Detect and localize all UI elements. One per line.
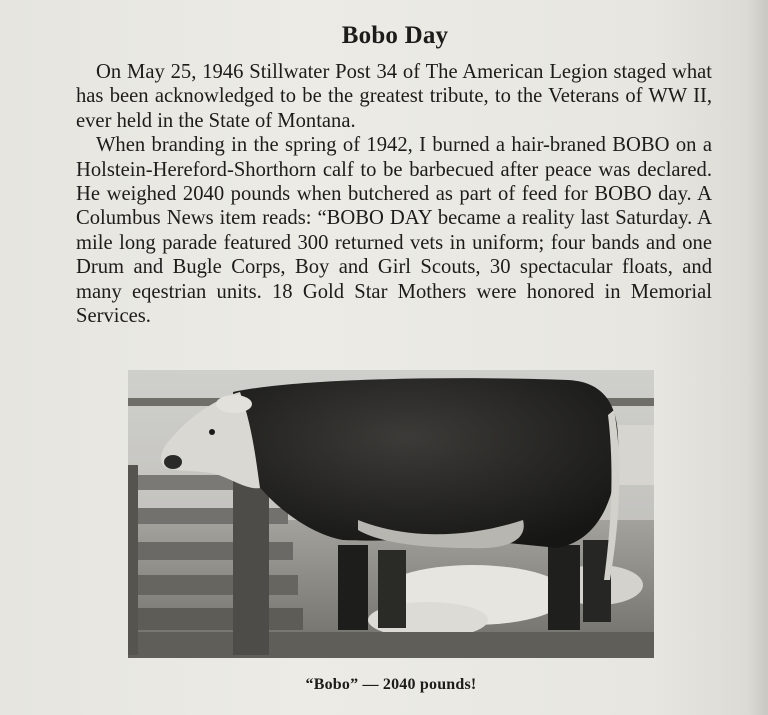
photo-caption: “Bobo” — 2040 pounds! [305, 676, 477, 693]
article-body [76, 60, 712, 328]
page-edge-shadow [748, 0, 768, 715]
article-title: Bobo Day [341, 22, 449, 49]
paragraph-2: When branding in the spring of 1942, I burned a hair-braned BOBO on a Holstein-Hereford-Shorthorn calf to be barbecued after peace was declared. He weighed 2040 pounds when butchered as part of feed for BOBO day. A Columbus News item reads: “BOBO DAY became a reality last Saturday. A mile long parade featured 300 returned vets in uniform; four bands and one Drum and Bugle Corps, Boy and Girl Scouts, 30 spectacular floats, and many eqestrian units. 18 Gold Star Mothers were honored in Memorial Services. [76, 134, 712, 328]
paragraph-1: On May 25, 1946 Stillwater Post 34 of The American Legion staged what has been acknowledged to be the greatest tribute, to the Veterans of WW II, ever held in the State of Montana. [76, 61, 712, 132]
steer-photo [128, 370, 654, 658]
